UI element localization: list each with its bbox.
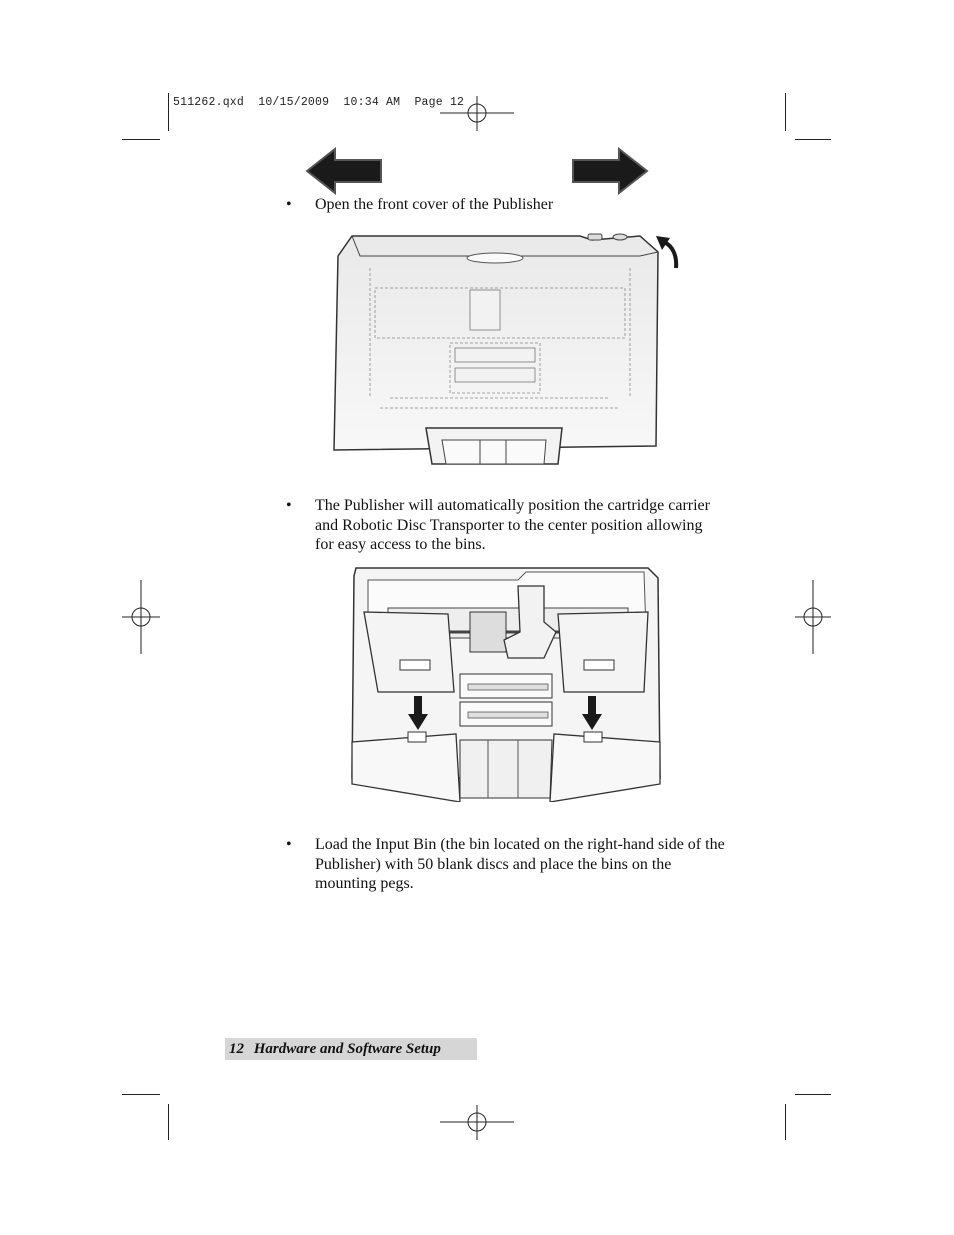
- page-number: 12: [229, 1041, 244, 1057]
- slug-line: 511262.qxd 10/15/2009 10:34 AM Page 12: [173, 96, 465, 109]
- bullet-text: Open the front cover of the Publisher: [315, 196, 554, 213]
- section-title: Hardware and Software Setup: [253, 1041, 441, 1057]
- left-arrow-icon[interactable]: [305, 147, 383, 195]
- bullet-dot: •: [286, 497, 292, 514]
- publisher-front-cover-illustration: [330, 228, 690, 468]
- bullet-dot: •: [286, 836, 292, 853]
- page-footer: [225, 1038, 477, 1060]
- bullet-text: The Publisher will automatically position the cartridge carrier and Robotic Disc Transporter to the center position allowing for easy access to the bins.: [315, 497, 710, 553]
- publisher-bins-illustration: [348, 562, 666, 802]
- bullet-dot: •: [286, 196, 292, 213]
- right-arrow-icon[interactable]: [571, 147, 649, 195]
- bullet-text: Load the Input Bin (the bin located on the right-hand side of the Publisher) with 50 blank discs and place the bins on the mounting pegs.: [315, 836, 725, 892]
